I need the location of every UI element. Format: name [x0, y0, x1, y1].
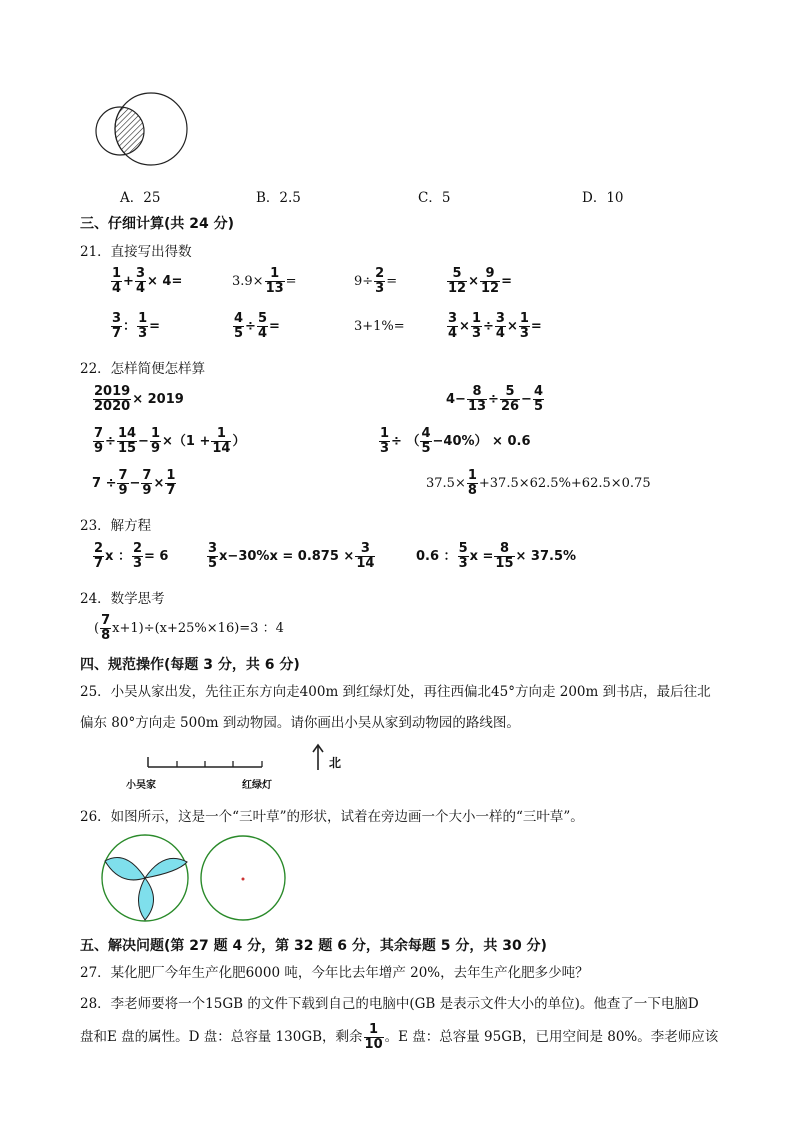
q22-e1: $\frac{2019}{2020}$ × 2019 [94, 384, 184, 414]
option-a[interactable]: A．25 [120, 190, 161, 206]
north-label: 北 [329, 756, 342, 770]
clover-shape [102, 835, 188, 921]
q24-title: 24．数学思考 [80, 591, 165, 607]
q21-title: 21．直接写出得数 [80, 244, 192, 260]
traffic-light-label: 红绿灯 [242, 780, 272, 791]
q21-r2c4: $\frac{3}{4}$ × $\frac{1}{3}$ ÷ $\frac{3}{4}$ × $\frac{1}{3}$ = [448, 311, 542, 341]
overlapping-circles-figure [92, 88, 194, 170]
section3-title: 三、仔细计算(共 24 分) [80, 216, 235, 232]
q22-e3: $\frac{7}{9}$ ÷ $\frac{14}{15}$ − $\frac{1}{9}$ ×（1 + $\frac{1}{14}$ ） [94, 426, 246, 456]
q21-r2c1: $\frac{3}{7}$ ： $\frac{1}{3}$ = [112, 311, 161, 341]
q21-r1c4: $\frac{5}{12}$ × $\frac{9}{12}$ = [448, 266, 512, 296]
q23-eq2: $\frac{3}{5}$ x−30%x = 0.875 × $\frac{3}{14}$ [208, 541, 375, 571]
q28-line2: 盘和E 盘的属性。D 盘：总容量 130GB，剩余 $\frac{1}{10}$ 。E 盘：总容量 95GB，已用空间是 80%。李老师应该 [80, 1022, 719, 1052]
q21-r2c3: 3+1%= [354, 319, 405, 334]
q23-eq1: $\frac{2}{7}$ x ： $\frac{2}{3}$ = 6 [94, 541, 169, 571]
q23-eq3: 0.6 ： $\frac{5}{3}$ x = $\frac{8}{15}$ × 37.5% [416, 541, 577, 571]
q25-line2: 偏东 80°方向走 500m 到动物园。请你画出小吴从家到动物园的路线图。 [80, 715, 520, 731]
q22-e4: $\frac{1}{3}$ ÷ （ $\frac{4}{5}$ −40%） × 0.6 [380, 426, 531, 456]
q21-r1c1: $\frac{1}{4}$ + $\frac{3}{4}$ × 4= [112, 266, 183, 296]
q21-r1c3: 9÷ $\frac{2}{3}$ = [354, 266, 398, 296]
empty-circle [201, 836, 285, 920]
q21-r2c2: $\frac{4}{5}$ ÷ $\frac{5}{4}$ = [234, 311, 280, 341]
q22-e2: 4− $\frac{8}{13}$ ÷ $\frac{5}{26}$ − $\frac{4}{5}$ [446, 384, 543, 414]
section4-title: 四、规范操作(每题 3 分，共 6 分) [80, 657, 300, 673]
option-c[interactable]: C．5 [418, 190, 451, 206]
option-b[interactable]: B．2.5 [256, 190, 301, 206]
q25-line1: 25．小吴从家出发，先往正东方向走400m 到红绿灯处，再往西偏北45°方向走 200m 到书店，最后往北 [80, 684, 711, 700]
clover-figures [100, 834, 292, 924]
q22-e6: 37.5× $\frac{1}{8}$ +37.5×62.5%+62.5×0.75 [426, 468, 651, 498]
q23-title: 23．解方程 [80, 518, 152, 534]
q22-title: 22．怎样简便怎样算 [80, 361, 206, 377]
scale-line [140, 755, 270, 769]
section5-title: 五、解决问题(第 27 题 4 分，第 32 题 6 分，其余每题 5 分，共 30 分) [80, 938, 547, 954]
q26-line1: 26．如图所示，这是一个“三叶草”的形状，试着在旁边画一个大小一样的“三叶草”。 [80, 809, 584, 825]
q28-line1: 28．李老师要将一个15GB 的文件下载到自己的电脑中(GB 是表示文件大小的单位)。他查了一下电脑D [80, 996, 699, 1012]
home-label: 小吴家 [126, 780, 156, 791]
q22-e5: 7 ÷ $\frac{7}{9}$ − $\frac{7}{9}$ × $\frac{1}{7}$ [92, 468, 176, 498]
option-d[interactable]: D．10 [582, 190, 624, 206]
q24-eq: ( $\frac{7}{8}$ x+1)÷(x+25%×16)=3 ：4 [94, 613, 284, 643]
q27-text: 27．某化肥厂今年生产化肥6000 吨，今年比去年增产 20%，去年生产化肥多少吨？ [80, 965, 589, 981]
q21-r1c2: 3.9× $\frac{1}{13}$ = [232, 266, 297, 296]
north-arrow-icon [312, 743, 324, 771]
